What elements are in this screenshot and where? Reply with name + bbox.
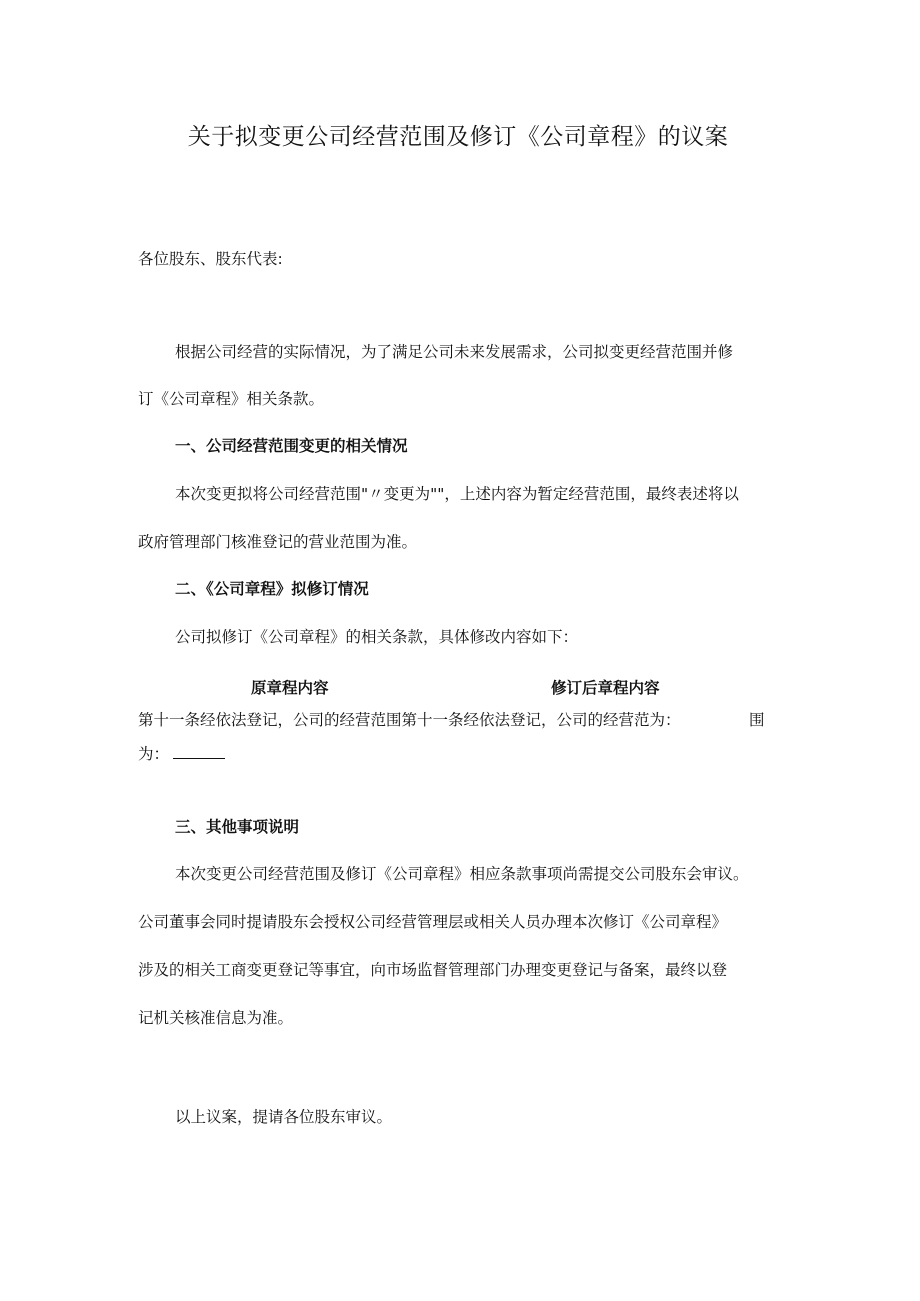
- table-row-text: 第十一条经依法登记，公司的经营范围第十一条经依法登记，公司的经营范为：: [138, 711, 681, 729]
- section-3-heading: 三、其他事项说明: [175, 818, 300, 836]
- fill-in-blank: [173, 746, 225, 759]
- intro-line-1: 根据公司经营的实际情况，为了满足公司未来发展需求，公司拟变更经营范围并修: [175, 343, 734, 361]
- closing-statement: 以上议案，提请各位股东审议。: [175, 1108, 393, 1126]
- intro-line-2: 订《公司章程》相关条款。: [138, 390, 325, 408]
- section-3-line-2: 公司董事会同时提请股东会授权公司经营管理层或相关人员办理本次修订《公司章程》: [138, 913, 728, 931]
- section-1-line-1: 本次变更拟将公司经营范围"〃变更为""，上述内容为暂定经营范围，最终表述将以: [175, 485, 739, 503]
- salutation: 各位股东、股东代表:: [138, 250, 283, 268]
- section-2-intro: 公司拟修订《公司章程》的相关条款，具体修改内容如下：: [175, 628, 579, 646]
- section-3-line-3: 涉及的相关工商变更登记等事宜，向市场监督管理部门办理变更登记与备案，最终以登: [138, 961, 728, 979]
- section-3-line-1: 本次变更公司经营范围及修订《公司章程》相应条款事项尚需提交公司股东会审议。: [175, 865, 749, 883]
- table-header-original: 原章程内容: [251, 679, 329, 697]
- section-2-heading: 二、《公司章程》拟修订情况: [175, 580, 369, 598]
- table-row-tail: 围: [749, 711, 765, 729]
- table-header-revised: 修订后章程内容: [551, 679, 660, 697]
- section-1-heading: 一、公司经营范围变更的相关情况: [175, 437, 408, 455]
- document-title: 关于拟变更公司经营范围及修订《公司章程》的议案: [187, 124, 729, 150]
- section-3-line-4: 记机关核准信息为准。: [138, 1009, 294, 1027]
- table-row-continuation: [138, 744, 225, 764]
- section-1-line-2: 政府管理部门核准登记的营业范围为准。: [138, 533, 418, 551]
- table-row-continuation-text: 为：: [138, 745, 170, 763]
